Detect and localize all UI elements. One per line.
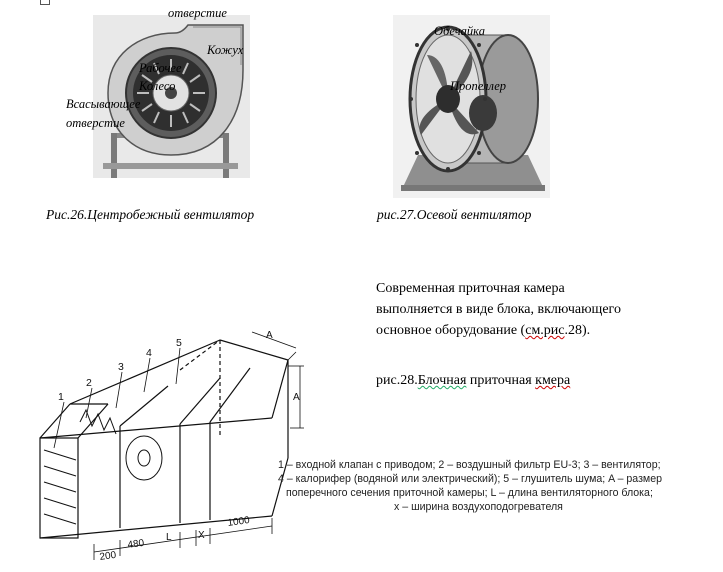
fig28-caption-word: Блочная: [417, 373, 467, 388]
paragraph-line-1: Современная приточная камера: [376, 281, 565, 296]
fig28-legend: [278, 458, 708, 514]
callout-1: 1: [58, 391, 64, 403]
axial-fan-drawing: [393, 15, 550, 198]
axial-fan-photo: [393, 15, 550, 198]
callout-3: 3: [118, 361, 124, 373]
legend-line-3: поперечного сечения приточной камеры; L – длина вентиляторного блока;: [286, 487, 653, 499]
legend-line-1: 1 – входной клапан с приводом; 2 – воздушный фильтр EU-3; 3 – вентилятор;: [278, 459, 661, 471]
fig28-caption-tail: кмера: [535, 373, 571, 388]
fig28-caption-prefix: рис.28.: [376, 373, 418, 388]
dim-1000: 1000: [226, 514, 251, 529]
fig28-caption: [376, 370, 570, 391]
body-paragraph: [376, 278, 706, 341]
dim-a-top: A: [266, 330, 273, 341]
fig26-impeller-label-line2: Колесо: [139, 79, 176, 93]
paragraph-line-3-start: основное оборудование (: [376, 323, 526, 338]
dim-200: 200: [98, 549, 117, 563]
fig28-caption-middle: приточная: [466, 373, 536, 388]
dim-x: X: [198, 530, 205, 541]
ahu-drawing: [20, 318, 310, 568]
fig26-inlet-label-line2: отверстие: [66, 116, 125, 130]
callout-2: 2: [86, 377, 92, 389]
dim-a-side: A: [293, 392, 300, 403]
legend-line-4: x – ширина воздухоподогревателя: [394, 501, 563, 513]
fig26-impeller-label-line1: Рабочее: [139, 61, 182, 75]
paragraph-line-3-end: .28).: [564, 323, 591, 338]
corner-marker: [40, 0, 50, 5]
paragraph-ref-see-fig: см.рис: [525, 323, 565, 338]
dim-480: 480: [126, 537, 145, 551]
callout-4: 4: [146, 347, 152, 359]
fig27-caption: рис.27.Осевой вентилятор: [377, 207, 532, 222]
fig26-inlet-label-line1: Всасывающее: [66, 97, 141, 111]
fig26-casing-label: Кожух: [207, 43, 244, 57]
callout-5: 5: [176, 337, 182, 349]
paragraph-line-3: [376, 320, 706, 341]
paragraph-line-2: выполняется в виде блока, включающего: [376, 302, 621, 317]
fig27-shell-label: Обечайка: [434, 24, 485, 38]
fig27-propeller-label: Пропеллер: [450, 79, 507, 93]
fig26-outlet-label: отверстие: [168, 6, 227, 20]
legend-line-2: 4 – калорифер (водяной или электрический); 5 – глушитель шума; A – размер: [278, 473, 663, 485]
dim-l: L: [166, 532, 172, 543]
fig26-caption: Рис.26.Центробежный вентилятор: [46, 207, 255, 222]
